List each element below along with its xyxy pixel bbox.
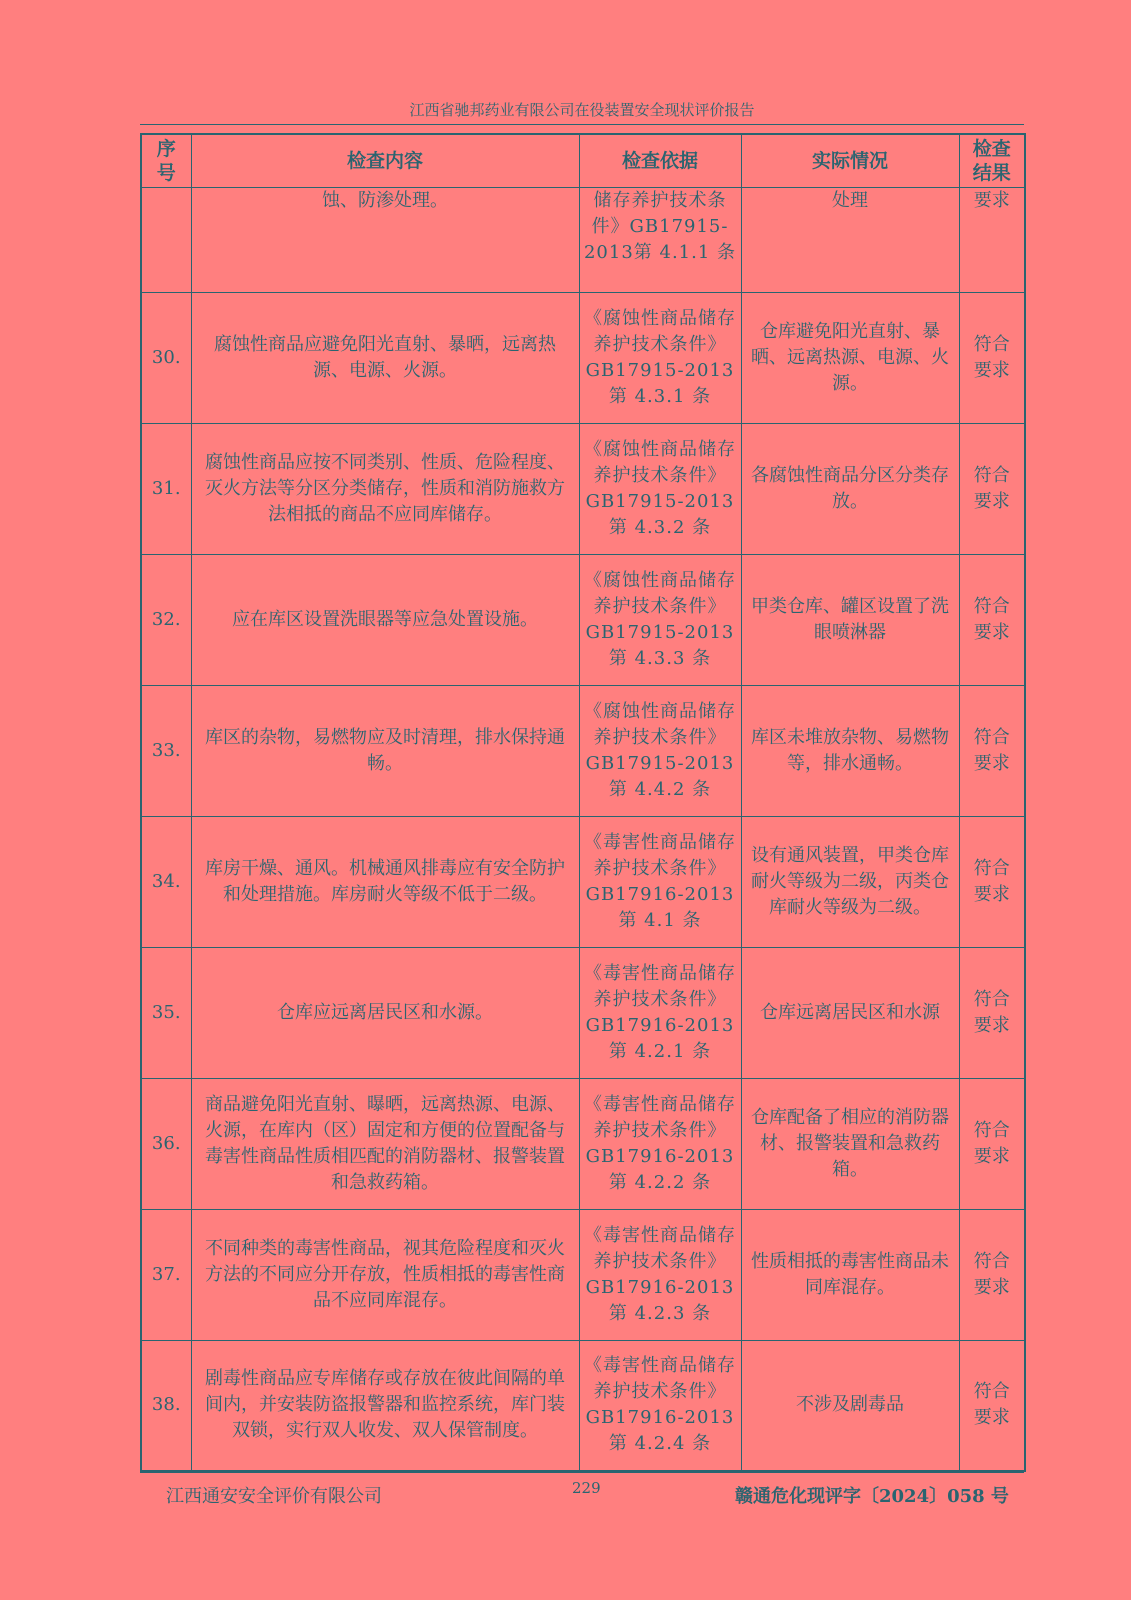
table-row — [141, 1340, 1025, 1471]
row-no: 33. — [141, 685, 191, 816]
footer-company: 江西通安安全评价有限公司 — [166, 1486, 382, 1507]
row-content: 仓库应远离居民区和水源。 — [191, 947, 579, 1078]
table-row — [141, 816, 1025, 947]
report-number: 赣通危化现评字〔2024〕058 号 — [735, 1486, 1009, 1507]
row-result: 符合要求 — [959, 1078, 1025, 1209]
table-row — [141, 187, 1025, 292]
row-result: 符合要求 — [959, 1209, 1025, 1340]
row-no: 36. — [141, 1078, 191, 1209]
row-result: 符合要求 — [959, 685, 1025, 816]
row-no: 37. — [141, 1209, 191, 1340]
row-basis: 《毒害性商品储存养护技术条件》GB17916-2013第 4.2.1 条 — [579, 947, 741, 1078]
row-no — [141, 187, 191, 292]
table-row — [141, 292, 1025, 423]
row-basis: 《毒害性商品储存养护技术条件》GB17916-2013第 4.2.2 条 — [579, 1078, 741, 1209]
row-actual: 各腐蚀性商品分区分类存放。 — [741, 423, 959, 554]
row-content: 腐蚀性商品应按不同类别、性质、危险程度、灭火方法等分区分类储存，性质和消防施救方法相抵的商品不应同库储存。 — [191, 423, 579, 554]
row-content: 商品避免阳光直射、曝晒，远离热源、电源、火源，在库内（区）固定和方便的位置配备与毒害性商品性质相匹配的消防器材、报警装置和急救药箱。 — [191, 1078, 579, 1209]
row-result: 符合要求 — [959, 947, 1025, 1078]
column-header-basis: 检查依据 — [579, 134, 741, 187]
row-content: 腐蚀性商品应避免阳光直射、暴晒，远离热源、电源、火源。 — [191, 292, 579, 423]
row-actual: 库区未堆放杂物、易燃物等，排水通畅。 — [741, 685, 959, 816]
row-actual: 处理 — [741, 187, 959, 292]
row-content: 剧毒性商品应专库储存或存放在彼此间隔的单间内，并安装防盗报警器和监控系统，库门装双锁，实行双人收发、双人保管制度。 — [191, 1340, 579, 1471]
row-basis: 《腐蚀性商品储存养护技术条件》GB17915-2013第 4.4.2 条 — [579, 685, 741, 816]
page-number: 229 — [572, 1479, 601, 1497]
row-basis: 《腐蚀性商品储存养护技术条件》GB17915-2013第 4.3.3 条 — [579, 554, 741, 685]
row-result: 要求 — [959, 187, 1025, 292]
row-actual: 性质相抵的毒害性商品未同库混存。 — [741, 1209, 959, 1340]
row-content: 库房干燥、通风。机械通风排毒应有安全防护和处理措施。库房耐火等级不低于二级。 — [191, 816, 579, 947]
table-row — [141, 1078, 1025, 1209]
row-actual: 不涉及剧毒品 — [741, 1340, 959, 1471]
footer-rule — [140, 1471, 1024, 1473]
row-result: 符合要求 — [959, 423, 1025, 554]
row-content: 库区的杂物，易燃物应及时清理，排水保持通畅。 — [191, 685, 579, 816]
row-result: 符合要求 — [959, 1340, 1025, 1471]
row-basis: 《毒害性商品储存养护技术条件》GB17916-2013第 4.2.4 条 — [579, 1340, 741, 1471]
inspection-table — [140, 133, 1026, 1472]
table-row — [141, 554, 1025, 685]
table-row — [141, 947, 1025, 1078]
row-actual: 仓库远离居民区和水源 — [741, 947, 959, 1078]
row-basis: 《腐蚀性商品储存养护技术条件》GB17915-2013第 4.3.1 条 — [579, 292, 741, 423]
table-header-row — [141, 134, 1025, 187]
row-result: 符合要求 — [959, 292, 1025, 423]
row-actual: 设有通风装置，甲类仓库耐火等级为二级，丙类仓库耐火等级为二级。 — [741, 816, 959, 947]
page-header: 江西省驰邦药业有限公司在役装置安全现状评价报告 — [409, 101, 755, 119]
row-content: 不同种类的毒害性商品，视其危险程度和灭火方法的不同应分开存放，性质相抵的毒害性商品不应同库混存。 — [191, 1209, 579, 1340]
header-rule — [140, 124, 1024, 125]
row-actual: 仓库避免阳光直射、暴晒、远离热源、电源、火源。 — [741, 292, 959, 423]
column-header-no: 序号 — [141, 134, 191, 187]
table-row — [141, 423, 1025, 554]
column-header-content: 检查内容 — [191, 134, 579, 187]
column-header-result: 检查结果 — [959, 134, 1025, 187]
row-no: 31. — [141, 423, 191, 554]
row-no: 30. — [141, 292, 191, 423]
table-row — [141, 685, 1025, 816]
row-no: 35. — [141, 947, 191, 1078]
row-result: 符合要求 — [959, 554, 1025, 685]
row-basis: 《毒害性商品储存养护技术条件》GB17916-2013第 4.2.3 条 — [579, 1209, 741, 1340]
row-no: 32. — [141, 554, 191, 685]
row-actual: 仓库配备了相应的消防器材、报警装置和急救药箱。 — [741, 1078, 959, 1209]
table-row — [141, 1209, 1025, 1340]
row-no: 38. — [141, 1340, 191, 1471]
row-content: 蚀、防渗处理。 — [191, 187, 579, 292]
row-no: 34. — [141, 816, 191, 947]
row-result: 符合要求 — [959, 816, 1025, 947]
column-header-actual: 实际情况 — [741, 134, 959, 187]
row-content: 应在库区设置洗眼器等应急处置设施。 — [191, 554, 579, 685]
row-basis: 储存养护技术条件》GB17915-2013第 4.1.1 条 — [579, 187, 741, 292]
row-basis: 《毒害性商品储存养护技术条件》GB17916-2013第 4.1 条 — [579, 816, 741, 947]
row-actual: 甲类仓库、罐区设置了洗眼喷淋器 — [741, 554, 959, 685]
row-basis: 《腐蚀性商品储存养护技术条件》GB17915-2013第 4.3.2 条 — [579, 423, 741, 554]
